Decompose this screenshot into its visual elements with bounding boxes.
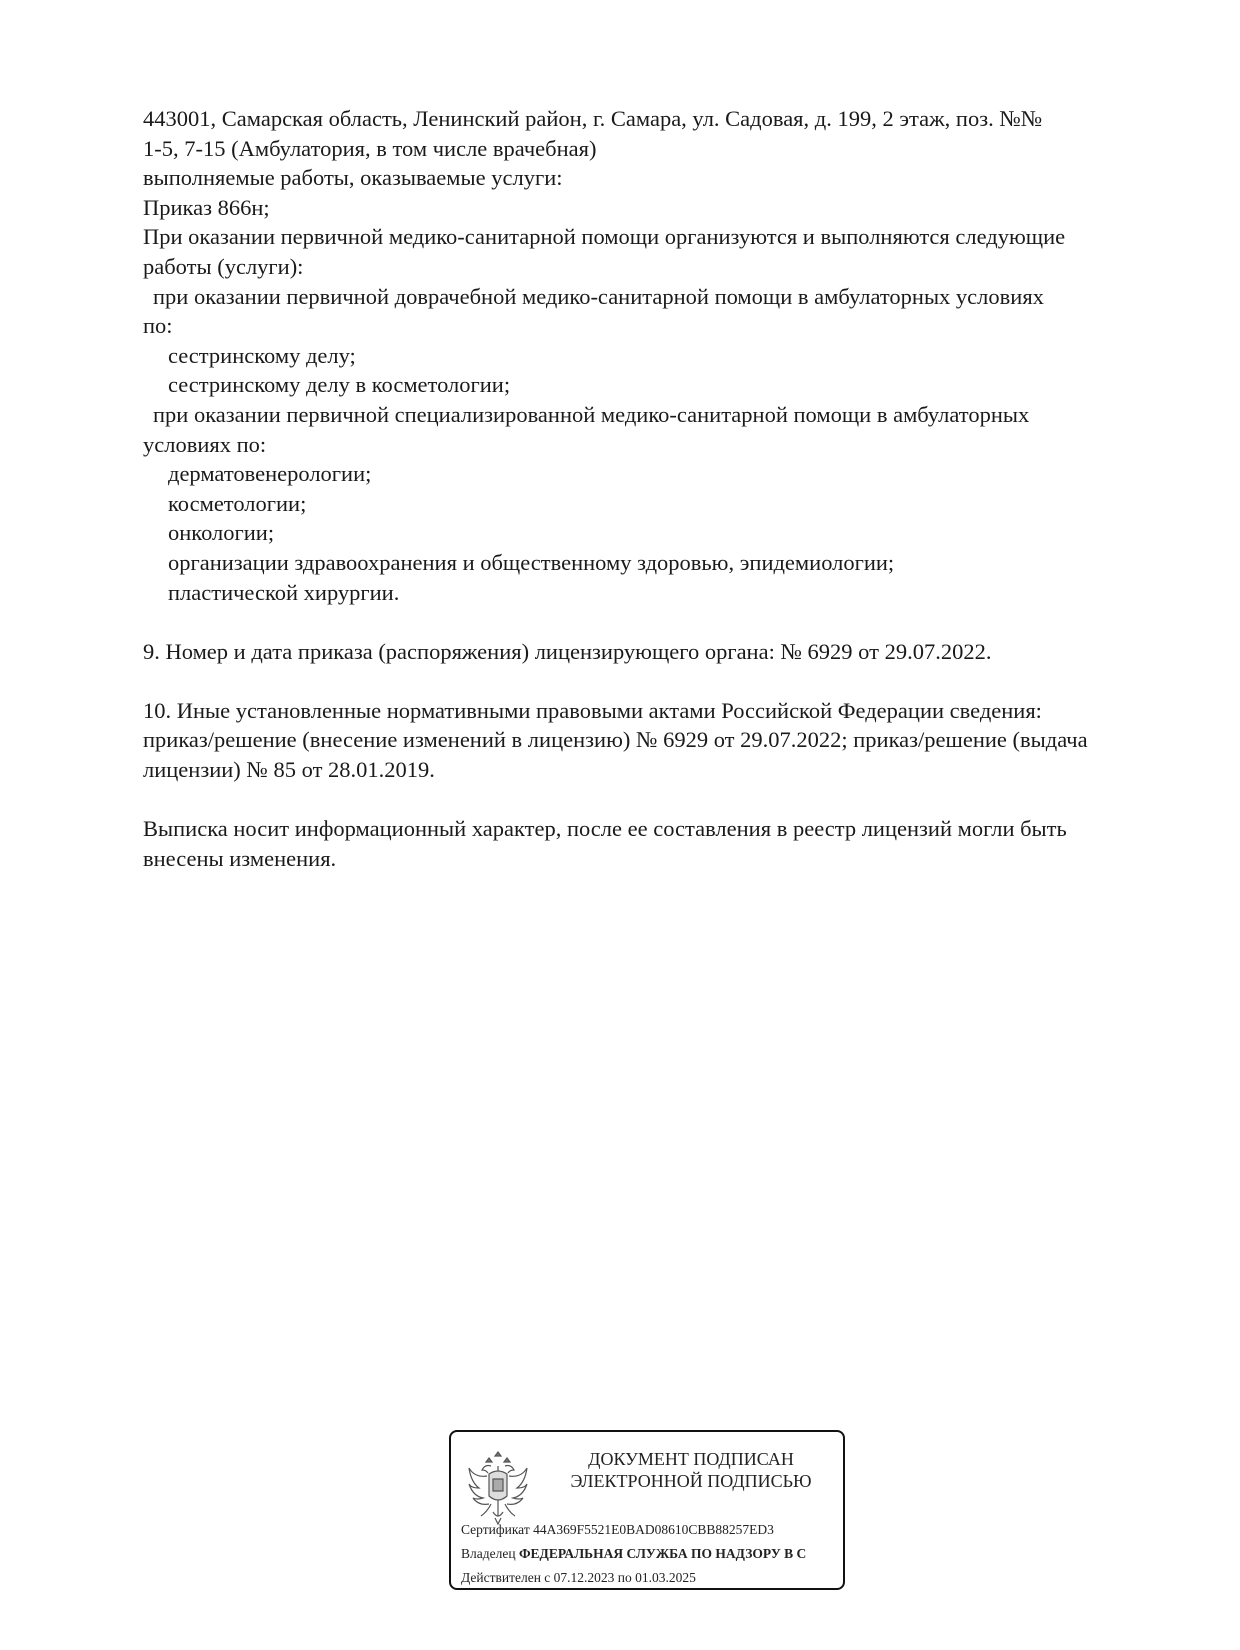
document-body	[143, 104, 1163, 873]
address-line-2: 1-5, 7-15 (Амбулатория, в том числе врачебная)	[143, 135, 597, 161]
certificate-validity: Действителен с 07.12.2023 по 01.03.2025	[461, 1570, 696, 1585]
primary-care-intro-1: При оказании первичной медико-санитарной помощи организуются и выполняются следующие	[143, 224, 1066, 250]
prehospital-care-line-1: при оказании первичной доврачебной медико-санитарной помощи в амбулаторных условиях	[153, 283, 1044, 309]
specialized-care-line-2: условиях по:	[143, 431, 267, 457]
service-item: онкологии;	[168, 520, 275, 546]
paragraph-gap	[143, 785, 1163, 815]
prehospital-care-line-2: по:	[143, 313, 173, 339]
item-10-line-2: приказ/решение (внесение изменений в лицензию) № 6929 от 29.07.2022; приказ/решение (выдача	[143, 727, 1088, 753]
order-866n: Приказ 866н;	[143, 194, 270, 220]
service-item: косметологии;	[168, 490, 307, 516]
specialized-care-line-1: при оказании первичной специализированной медико-санитарной помощи в амбулаторных	[153, 401, 1030, 427]
primary-care-intro-2: работы (услуги):	[143, 253, 304, 279]
disclaimer-line-2: внесены изменения.	[143, 845, 337, 871]
certificate-number: Сертификат 44A369F5521E0BAD08610CBB88257ED3	[461, 1522, 774, 1537]
works-heading: выполняемые работы, оказываемые услуги:	[143, 165, 563, 191]
stamp-title	[551, 1448, 831, 1492]
service-item: сестринскому делу;	[168, 342, 356, 368]
certificate-owner	[461, 1542, 845, 1566]
electronic-signature-stamp	[449, 1430, 845, 1590]
service-item: сестринскому делу в косметологии;	[168, 372, 511, 398]
paragraph-gap	[143, 666, 1163, 696]
service-item: пластической хирургии.	[168, 579, 400, 605]
item-10-line-1: 10. Иные установленные нормативными правовыми актами Российской Федерации сведения:	[143, 697, 1042, 723]
stamp-title-line-1: ДОКУМЕНТ ПОДПИСАН	[588, 1449, 794, 1469]
item-10-line-3: лицензии) № 85 от 28.01.2019.	[143, 757, 435, 783]
service-item: организации здравоохранения и общественному здоровью, эпидемиологии;	[168, 549, 895, 575]
service-item: дерматовенерологии;	[168, 461, 372, 487]
owner-label: Владелец	[461, 1546, 519, 1561]
russian-coat-of-arms-icon	[465, 1446, 531, 1528]
paragraph-gap	[143, 607, 1163, 637]
disclaimer-line-1: Выписка носит информационный характер, после ее составления в реестр лицензий могли быть	[143, 816, 1067, 842]
item-9-order: 9. Номер и дата приказа (распоряжения) лицензирующего органа: № 6929 от 29.07.2022.	[143, 638, 992, 664]
stamp-title-line-2: ЭЛЕКТРОННОЙ ПОДПИСЬЮ	[570, 1471, 812, 1491]
owner-value: ФЕДЕРАЛЬНАЯ СЛУЖБА ПО НАДЗОРУ В С	[518, 1546, 807, 1561]
stamp-details	[461, 1518, 845, 1590]
address-line-1: 443001, Самарская область, Ленинский район, г. Самара, ул. Садовая, д. 199, 2 этаж, поз. №№	[143, 106, 1043, 131]
